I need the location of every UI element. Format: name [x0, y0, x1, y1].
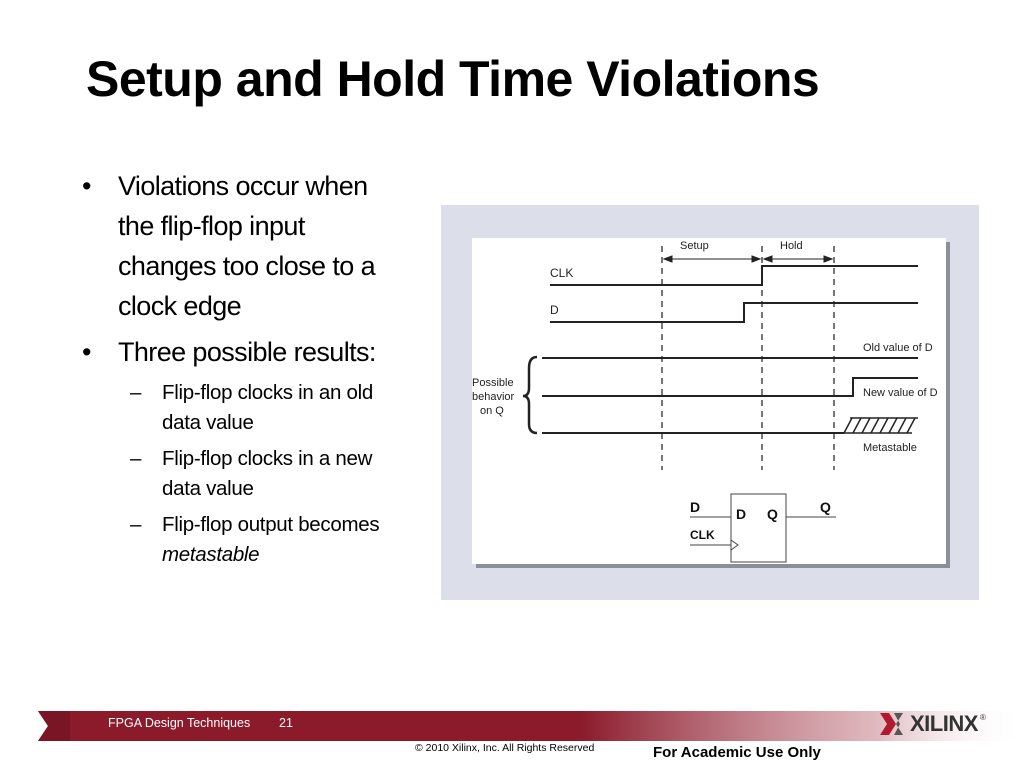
footer-academic: For Academic Use Only — [653, 744, 821, 761]
bullet-dot: • — [82, 171, 91, 201]
hatch-line — [907, 418, 915, 433]
flip-flop-box — [731, 494, 786, 562]
sub-bullet-line: metastable — [162, 543, 260, 566]
bullet-line: the flip-flop input — [118, 211, 305, 241]
footer-ribbon-tail — [38, 711, 70, 741]
sub-bullet-line: data value — [162, 477, 254, 500]
ff-q-output-label: Q — [820, 499, 831, 515]
ff-clk-input-label: CLK — [690, 528, 715, 542]
bullet-violations — [80, 166, 425, 326]
setup-arrow-right-head — [752, 256, 760, 262]
possible-behavior-label: Possible — [472, 377, 514, 389]
hatch-line — [880, 418, 888, 433]
possible-behavior-label: on Q — [480, 405, 504, 417]
hatch-line — [898, 418, 906, 433]
dash-glyph: – — [130, 381, 142, 404]
bullet-line: clock edge — [118, 291, 242, 321]
bullet-results — [80, 332, 425, 372]
hatch-line — [889, 418, 897, 433]
hatch-line — [844, 418, 852, 433]
bullet-line: Three possible results: — [118, 337, 376, 367]
sub-bullet-line: Flip-flop output becomes — [162, 513, 380, 536]
metastable-hatch — [844, 418, 918, 433]
sub-bullet-line: Flip-flop clocks in an old — [162, 381, 373, 404]
brace — [523, 357, 537, 433]
hold-arrow-right-head — [824, 256, 832, 262]
d-signal-label: D — [550, 303, 559, 317]
ff-box-q: Q — [767, 506, 778, 522]
metastable-label: Metastable — [863, 442, 917, 454]
xilinx-logo-reg: ® — [980, 713, 986, 722]
dash-glyph: – — [130, 447, 142, 470]
hold-arrow-left-head — [764, 256, 772, 262]
sub-bullet-old-value — [80, 378, 425, 438]
sub-bullet-new-value — [80, 444, 425, 504]
setup-arrow-left-head — [664, 256, 672, 262]
ff-box-d: D — [736, 506, 747, 522]
sub-bullet-metastable — [80, 510, 425, 570]
q-new-waveform — [542, 378, 918, 396]
timing-diagram — [472, 238, 946, 564]
footer-course: FPGA Design Techniques — [108, 716, 251, 730]
ff-d-input-label: D — [690, 499, 701, 515]
hold-label: Hold — [780, 240, 803, 252]
hatch-line — [862, 418, 870, 433]
clk-signal-label: CLK — [550, 266, 574, 280]
xilinx-logo-text: XILINX — [910, 711, 978, 736]
d-waveform — [550, 303, 918, 322]
footer-page-number: 21 — [279, 716, 293, 730]
setup-label: Setup — [680, 240, 709, 252]
bullet-list — [80, 166, 425, 576]
clk-waveform — [550, 266, 918, 285]
hatch-line — [871, 418, 879, 433]
sub-bullet-line: data value — [162, 411, 254, 434]
bullet-line: changes too close to a — [118, 251, 375, 281]
possible-behavior-label: behavior — [472, 391, 515, 403]
hatch-line — [853, 418, 861, 433]
new-value-label: New value of D — [863, 387, 938, 399]
slide-title: Setup and Hold Time Violations — [86, 51, 820, 107]
sub-bullet-line: Flip-flop clocks in a new — [162, 447, 373, 470]
footer-copyright: © 2010 Xilinx, Inc. All Rights Reserved — [415, 742, 595, 754]
bullet-dot: • — [82, 337, 91, 367]
dash-glyph: – — [130, 513, 142, 536]
bullet-line: Violations occur when — [118, 171, 368, 201]
setup-hold-arrows — [664, 256, 832, 262]
old-value-label: Old value of D — [863, 342, 933, 354]
